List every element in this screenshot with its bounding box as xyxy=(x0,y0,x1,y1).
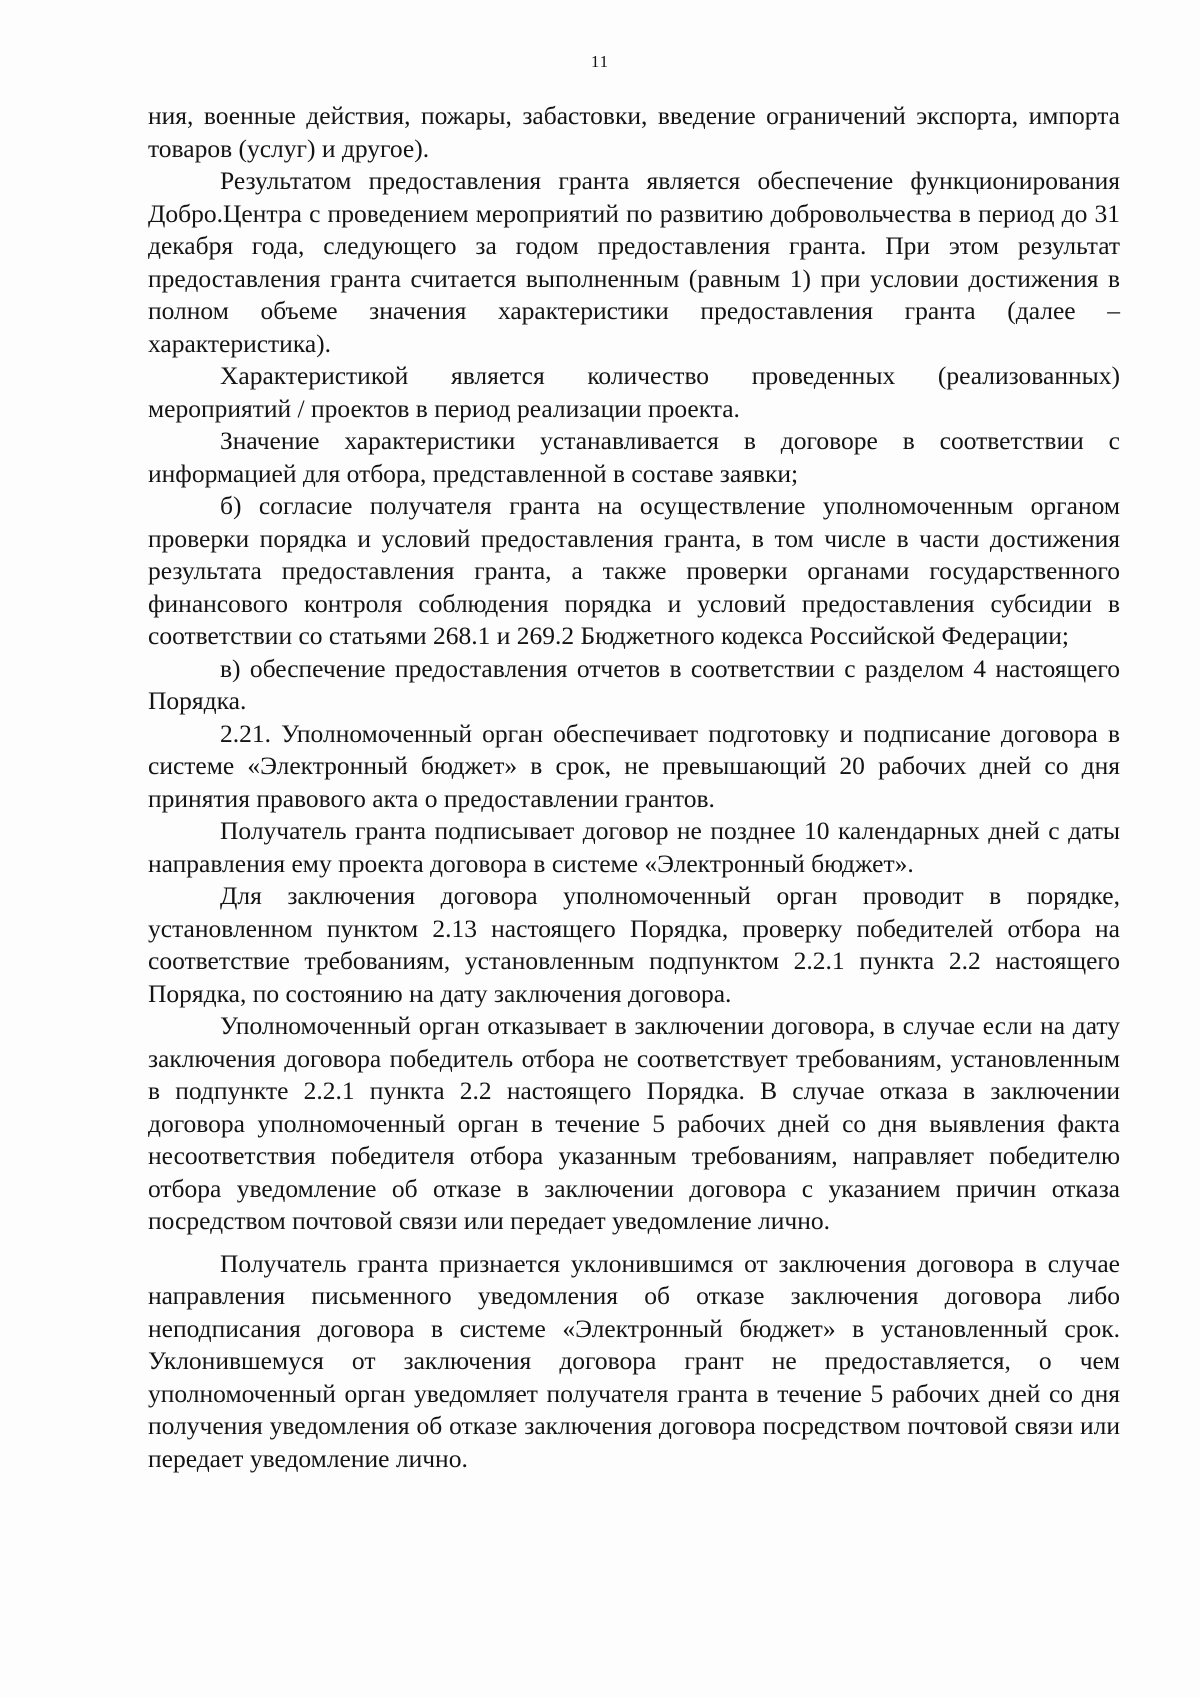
paragraph-signing-deadline: Получатель гранта подписывает договор не позднее 10 календарных дней с даты направления ему проекта договора в системе «Электронный бюджет». xyxy=(148,816,1120,878)
paragraph-item-b: б) согласие получателя гранта на осуществление уполномоченным органом проверки порядка и условий предоставления гранта, в том числе в части достижения результата предоставления гранта, а также проверки органами государственного финансового контроля соблюдения порядка и условий предоставления субсидии в соответствии со статьями 268.1 и 269.2 Бюджетного кодекса Российской Федерации; xyxy=(148,491,1120,650)
paragraph-characteristic-value: Значение характеристики устанавливается в договоре в соответствии с информацией для отбора, представленной в составе заявки; xyxy=(148,426,1120,488)
paragraph-grant-result: Результатом предоставления гранта является обеспечение функционирования Добро.Центра с проведением мероприятий по развитию добровольчества в период до 31 декабря года, следующего за годом предоставления гранта. При этом результат предоставления гранта считается выполненным (равным 1) при условии достижения в полном объеме значения характеристики предоставления гранта (далее – характеристика). xyxy=(148,166,1120,358)
paragraph-evasion: Получатель гранта признается уклонившимся от заключения договора в случае направления письменного уведомления об отказе заключения договора либо неподписания договора в системе «Электронный бюджет» в установленный срок. Уклонившемуся от заключения договора грант не предоставляется, о чем уполномоченный орган уведомляет получателя гранта в течение 5 рабочих дней со дня получения уведомления об отказе заключения договора посредством почтовой связи или передает уведомление лично. xyxy=(148,1248,1120,1473)
page-number: 11 xyxy=(590,52,610,71)
paragraph-characteristic: Характеристикой является количество проведенных (реализованных) мероприятий / проектов в период реализации проекта. xyxy=(148,361,1120,423)
paragraph-item-v: в) обеспечение предоставления отчетов в соответствии с разделом 4 настоящего Порядка. xyxy=(148,653,1120,715)
paragraph-2-21: 2.21. Уполномоченный орган обеспечивает подготовку и подписание договора в системе «Электронный бюджет» в срок, не превышающий 20 рабочих дней со дня принятия правового акта о предоставлении грантов. xyxy=(148,718,1120,813)
document-body xyxy=(148,100,1120,1475)
paragraph-refusal: Уполномоченный орган отказывает в заключении договора, в случае если на дату заключения договора победитель отбора не соответствует требованиям, установленным в подпункте 2.2.1 пункта 2.2 настоящего Порядка. В случае отказа в заключении договора уполномоченный орган в течение 5 рабочих дней со дня выявления факта несоответствия победителя отбора указанным требованиям, направляет победителю отбора уведомление об отказе в заключении договора с указанием причин отказа посредством почтовой связи или передает уведомление лично. xyxy=(148,1011,1120,1235)
paragraph-continuation: ния, военные действия, пожары, забастовки, введение ограничений экспорта, импорта товаров (услуг) и другое). xyxy=(148,101,1120,163)
paragraph-winner-check: Для заключения договора уполномоченный орган проводит в порядке, установленном пунктом 2.13 настоящего Порядка, проверку победителей отбора на соответствие требованиям, установленным подпунктом 2.2.1 пункта 2.2 настоящего Порядка, по состоянию на дату заключения договора. xyxy=(148,881,1120,1008)
